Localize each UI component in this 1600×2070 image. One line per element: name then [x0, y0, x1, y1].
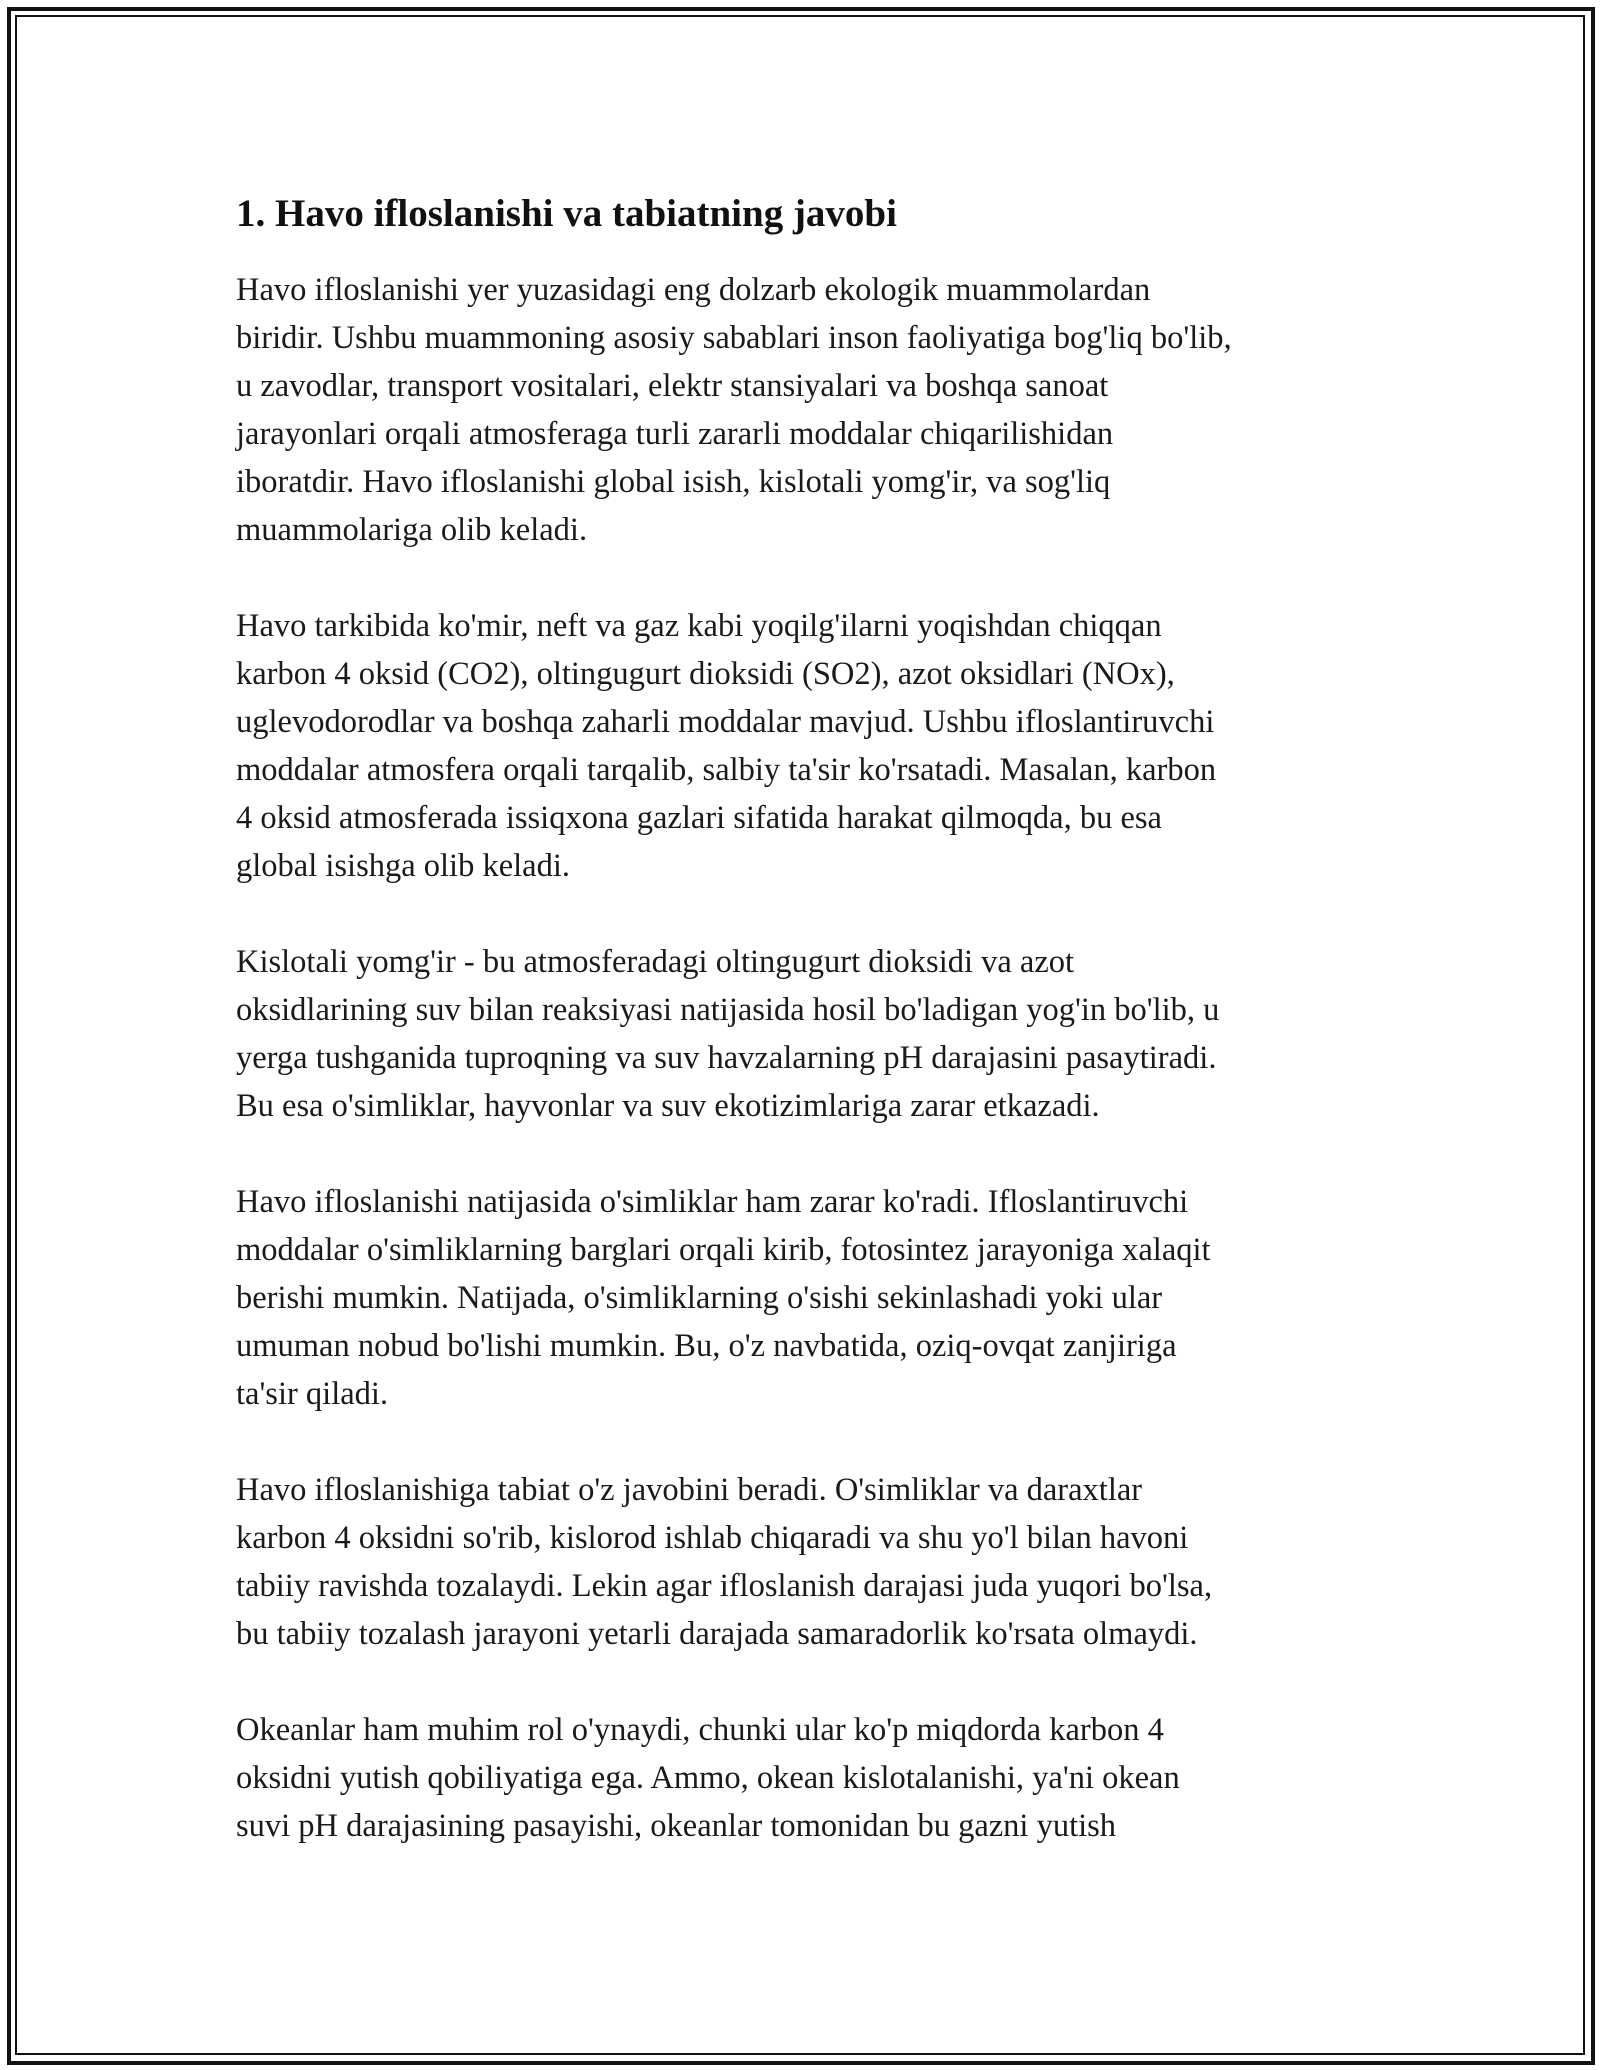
paragraph-6: [236, 1706, 1376, 1850]
text-line: moddalar o'simliklarning barglari orqali kirib, fotosintez jarayoniga xalaqit: [236, 1232, 1211, 1268]
paragraph-3: [236, 938, 1376, 1130]
text-line: Havo tarkibida ko'mir, neft va gaz kabi yoqilg'ilarni yoqishdan chiqqan: [236, 608, 1162, 644]
paragraph-5: [236, 1466, 1376, 1658]
text-line: ta'sir qiladi.: [236, 1376, 389, 1412]
text-line: umuman nobud bo'lishi mumkin. Bu, o'z navbatida, oziq-ovqat zanjiriga: [236, 1328, 1177, 1364]
text-line: bu tabiiy tozalash jarayoni yetarli darajada samaradorlik ko'rsata olmaydi.: [236, 1616, 1198, 1652]
text-line: oksidlarining suv bilan reaksiyasi natijasida hosil bo'ladigan yog'in bo'lib, u: [236, 992, 1220, 1028]
text-line: Havo ifloslanishi natijasida o'simliklar ham zarar ko'radi. Ifloslantiruvchi: [236, 1184, 1189, 1220]
text-line: global isishga olib keladi.: [236, 848, 570, 884]
text-line: Okeanlar ham muhim rol o'ynaydi, chunki ular ko'p miqdorda karbon 4: [236, 1712, 1164, 1748]
text-line: biridir. Ushbu muammoning asosiy sabablari inson faoliyatiga bog'liq bo'lib,: [236, 320, 1232, 356]
document-body: [236, 184, 1376, 1898]
paragraph-4: [236, 1178, 1376, 1418]
text-line: jarayonlari orqali atmosferaga turli zararli moddalar chiqarilishidan: [236, 416, 1114, 452]
text-line: 4 oksid atmosferada issiqxona gazlari sifatida harakat qilmoqda, bu esa: [236, 800, 1162, 836]
text-line: berishi mumkin. Natijada, o'simliklarning o'sishi sekinlashadi yoki ular: [236, 1280, 1163, 1316]
text-line: iboratdir. Havo ifloslanishi global isish, kislotali yomg'ir, va sog'liq: [236, 464, 1111, 500]
text-line: suvi pH darajasining pasayishi, okeanlar tomonidan bu gazni yutish: [236, 1808, 1117, 1844]
text-line: Bu esa o'simliklar, hayvonlar va suv ekotizimlariga zarar etkazadi.: [236, 1088, 1100, 1124]
section-heading: 1. Havo ifloslanishi va tabiatning javobi: [236, 192, 897, 235]
text-line: u zavodlar, transport vositalari, elektr stansiyalari va boshqa sanoat: [236, 368, 1109, 404]
text-line: oksidni yutish qobiliyatiga ega. Ammo, okean kislotalanishi, ya'ni okean: [236, 1760, 1180, 1796]
text-line: karbon 4 oksid (CO2), oltingugurt dioksidi (SO2), azot oksidlari (NOx),: [236, 656, 1175, 692]
text-line: tabiiy ravishda tozalaydi. Lekin agar ifloslanish darajasi juda yuqori bo'lsa,: [236, 1568, 1213, 1604]
text-line: Havo ifloslanishiga tabiat o'z javobini beradi. O'simliklar va daraxtlar: [236, 1472, 1143, 1508]
paragraph-1: [236, 266, 1376, 554]
text-line: Kislotali yomg'ir - bu atmosferadagi oltingugurt dioksidi va azot: [236, 944, 1075, 980]
text-line: Havo ifloslanishi yer yuzasidagi eng dolzarb ekologik muammolardan: [236, 272, 1151, 308]
text-line: moddalar atmosfera orqali tarqalib, salbiy ta'sir ko'rsatadi. Masalan, karbon: [236, 752, 1217, 788]
text-line: karbon 4 oksidni so'rib, kislorod ishlab chiqaradi va shu yo'l bilan havoni: [236, 1520, 1189, 1556]
text-line: yerga tushganida tuproqning va suv havzalarning pH darajasini pasaytiradi.: [236, 1040, 1217, 1076]
paragraph-2: [236, 602, 1376, 890]
text-line: muammolariga olib keladi.: [236, 512, 588, 548]
text-line: uglevodorodlar va boshqa zaharli moddalar mavjud. Ushbu ifloslantiruvchi: [236, 704, 1215, 740]
